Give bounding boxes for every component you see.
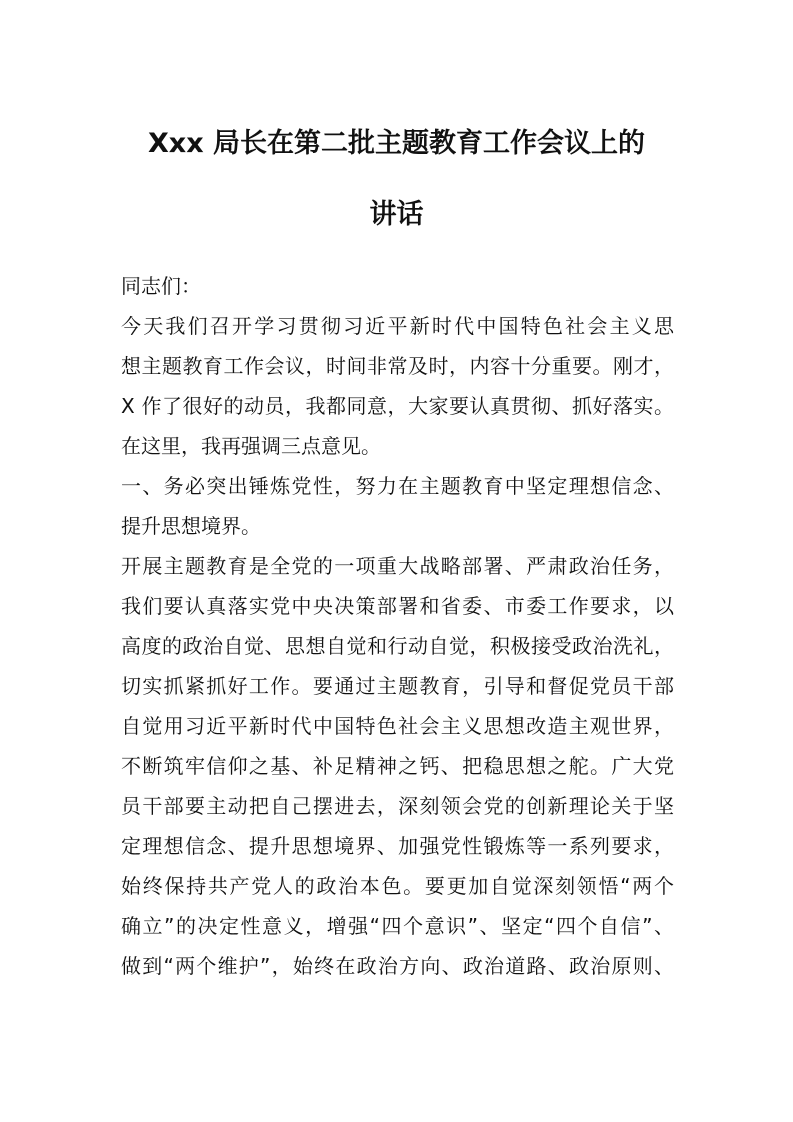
- body-line: 做到“两个维护”，始终在政治方向、政治道路、政治原则、: [121, 954, 674, 978]
- body-line: 切实抓紧抓好工作。要通过主题教育，引导和督促党员干部: [121, 674, 674, 698]
- body-line: 高度的政治自觉、思想自觉和行动自觉，积极接受政治洗礼，: [121, 634, 674, 658]
- document-title-line-1: Xxx 局长在第二批主题教育工作会议上的: [147, 128, 646, 159]
- salutation: 同志们：: [121, 274, 201, 298]
- body-line: 今天我们召开学习贯彻习近平新时代中国特色社会主义思: [121, 314, 674, 338]
- body-line: 开展主题教育是全党的一项重大战略部署、严肃政治任务，: [121, 554, 674, 578]
- body-line: 我们要认真落实党中央决策部署和省委、市委工作要求，以: [121, 594, 674, 618]
- body-line: 在这里，我再强调三点意见。: [121, 434, 381, 458]
- body-line: 想主题教育工作会议，时间非常及时，内容十分重要。刚才，: [121, 354, 674, 378]
- body-line: 确立”的决定性意义，增强“四个意识”、坚定“四个自信”、: [121, 914, 674, 938]
- document-title-line-2: 讲话: [369, 199, 424, 230]
- body-line: 始终保持共产党人的政治本色。要更加自觉深刻领悟“两个: [121, 874, 674, 898]
- body-line: 员干部要主动把自己摆进去，深刻领会党的创新理论关于坚: [121, 794, 674, 818]
- body-line: X 作了很好的动员，我都同意，大家要认真贯彻、抓好落实。: [121, 394, 674, 418]
- body-line: 不断筑牢信仰之基、补足精神之钙、把稳思想之舵。广大党: [121, 754, 674, 778]
- body-line: 自觉用习近平新时代中国特色社会主义思想改造主观世界，: [121, 714, 674, 738]
- body-line: 定理想信念、提升思想境界、加强党性锻炼等一系列要求，: [121, 834, 674, 858]
- section-heading-line: 一、务必突出锤炼党性，努力在主题教育中坚定理想信念、: [121, 474, 674, 498]
- section-heading-line: 提升思想境界。: [121, 514, 261, 538]
- document-body: [121, 266, 674, 986]
